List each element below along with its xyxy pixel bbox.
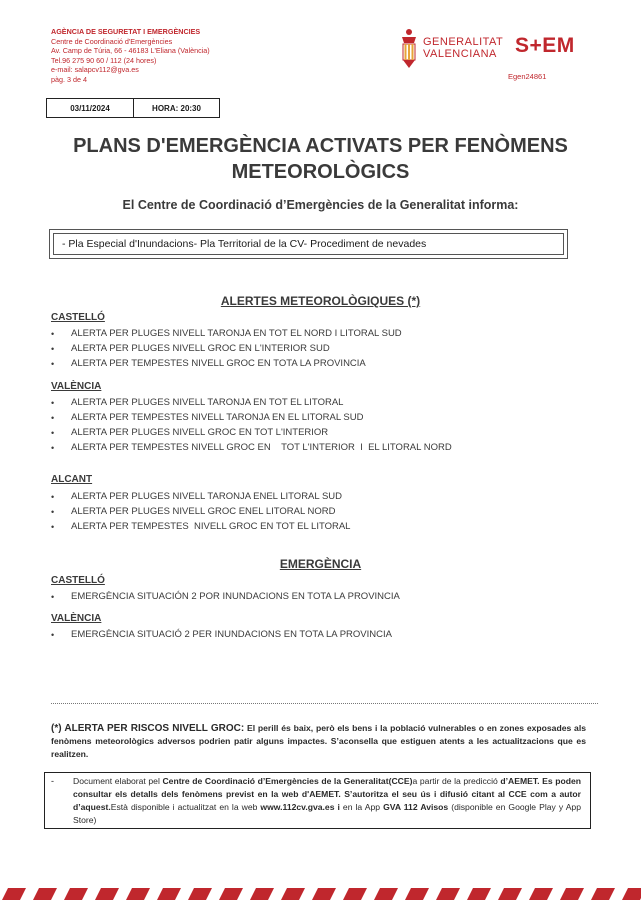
- list-item: • ALERTA PER TEMPESTES NIVELL GROC EN TOT EL LITORAL: [51, 521, 351, 532]
- list-item: • ALERTA PER TEMPESTES NIVELL TARONJA EN EL LITORAL SUD: [51, 412, 364, 423]
- page-title: [20, 133, 621, 185]
- footer-stripe: [188, 888, 212, 900]
- footer-stripe: [281, 888, 305, 900]
- castello-alert-list: [51, 326, 402, 371]
- region-castello: CASTELLÓ: [51, 312, 105, 323]
- dash-marker: -: [51, 776, 54, 786]
- bullet-icon: •: [51, 591, 55, 602]
- phone: Tel.96 275 90 60 / 112 (24 hores): [51, 55, 157, 65]
- valencia-emergency-list: [51, 627, 392, 642]
- agency-header: [51, 27, 210, 85]
- footer-stripe: [622, 888, 641, 900]
- bullet-icon: •: [51, 442, 55, 453]
- list-item: • ALERTA PER PLUGES NIVELL TARONJA EN TOT EL NORD I LITORAL SUD: [51, 328, 402, 339]
- footer-stripes: [0, 884, 641, 904]
- document-code: Egen24861: [508, 72, 547, 81]
- list-item: • EMERGÈNCIA SITUACIÓN 2 POR INUNDACIONS EN TOTA LA PROVINCIA: [51, 591, 400, 602]
- website-link[interactable]: www.112cv.gva.es i: [260, 802, 340, 812]
- date-value: 03/11/2024: [47, 99, 134, 117]
- alerts-section-title: ALERTES METEOROLÒGIQUES (*): [220, 294, 421, 308]
- yellow-alert-note: [51, 722, 586, 761]
- note-text: El perill és baix, però els bens i la població vulnerables o en zones exposades als fenòmens meteorològics adversos podrien patir alguns impactes. S’aconsella que estiguen atents a les actualitzacions que es realitzen.: [51, 723, 586, 759]
- logo-line2: VALENCIANA: [423, 48, 497, 60]
- footer-stripe: [467, 888, 491, 900]
- valencia-alert-list: [51, 395, 452, 455]
- date-time-box: [46, 98, 220, 118]
- castello-emergency-list: [51, 589, 400, 604]
- active-plans-text: - Pla Especial d'Inundacions- Pla Territorial de la CV- Procediment de nevades: [53, 233, 564, 255]
- footer-stripe: [219, 888, 243, 900]
- footer-stripe: [529, 888, 553, 900]
- list-item: • ALERTA PER PLUGES NIVELL GROC EN TOT L'INTERIOR: [51, 427, 329, 438]
- page-subtitle: El Centre de Coordinació d’Emergències de la Generalitat informa:: [122, 198, 519, 212]
- footer-stripe: [250, 888, 274, 900]
- bullet-icon: •: [51, 521, 55, 532]
- footer-stripe: [374, 888, 398, 900]
- bullet-icon: •: [51, 397, 55, 408]
- footer-stripe: [312, 888, 336, 900]
- page-title-line1: PLANS D'EMERGÈNCIA ACTIVATS PER FENÒMENS: [73, 135, 568, 157]
- page-title-line2: METEOROLÒGICS: [231, 161, 410, 183]
- region-valencia: VALÈNCIA: [51, 381, 102, 392]
- list-item: • EMERGÈNCIA SITUACIÓ 2 PER INUNDACIONS EN TOTA LA PROVINCIA: [51, 629, 392, 640]
- alacant-alert-list: [51, 489, 350, 534]
- active-plans-box: [49, 229, 568, 259]
- list-item: • ALERTA PER TEMPESTES NIVELL GROC EN TOTA LA PROVINCIA: [51, 358, 366, 369]
- document-info-text: Document elaborat pel Centre de Coordinació d’Emergències de la Generalitat(CCE)a partir de la predicció d’AEMET. Es poden consultar els detalls dels fenòmens previst en la web d'AEMET. S’autoritza el seu ús i difusió citant al CCE com a autor d’aquest.Està disponible i actualitzat en la web www.112cv.gva.es i en la App GVA 112 Avisos (disponible en Google Play y App Store): [73, 776, 582, 825]
- list-item: • ALERTA PER TEMPESTES NIVELL GROC EN TOT L'INTERIOR I EL LITORAL NORD: [51, 442, 452, 453]
- list-item: • ALERTA PER PLUGES NIVELL TARONJA EN TOT EL LITORAL: [51, 397, 344, 408]
- logo-line1: GENERALITAT: [423, 36, 504, 48]
- emergency-region-castello: CASTELLÓ: [51, 575, 105, 586]
- address: Av. Camp de Túria, 66 - 46183 L'Eliana (València): [51, 46, 210, 56]
- list-item: • ALERTA PER PLUGES NIVELL GROC ENEL LITORAL NORD: [51, 506, 336, 517]
- generalitat-logo-text: [423, 36, 503, 60]
- separator: [51, 703, 598, 704]
- generalitat-emblem-icon: [398, 28, 420, 70]
- footer-stripe: [2, 888, 26, 900]
- footer-stripe: [343, 888, 367, 900]
- bullet-icon: •: [51, 491, 55, 502]
- bullet-icon: •: [51, 328, 55, 339]
- footer-stripe: [64, 888, 88, 900]
- region-alacant: ALCANT: [51, 474, 93, 485]
- bullet-icon: •: [51, 343, 55, 354]
- emergency-section-title: EMERGÈNCIA: [279, 557, 362, 571]
- bullet-icon: •: [51, 427, 55, 438]
- footer-stripe: [157, 888, 181, 900]
- footer-stripe: [560, 888, 584, 900]
- footer-stripe: [498, 888, 522, 900]
- agency-name: AGÈNCIA DE SEGURETAT I EMERGÈNCIES: [51, 27, 201, 36]
- footer-stripe: [591, 888, 615, 900]
- page-number: pàg. 3 de 4: [51, 74, 87, 84]
- bullet-icon: •: [51, 412, 55, 423]
- bullet-icon: •: [51, 629, 55, 640]
- note-lead: (*) ALERTA PER RISCOS NIVELL GROC:: [51, 723, 245, 734]
- list-item: • ALERTA PER PLUGES NIVELL GROC EN L'INTERIOR SUD: [51, 343, 330, 354]
- list-item: • ALERTA PER PLUGES NIVELL TARONJA ENEL LITORAL SUD: [51, 491, 343, 502]
- bullet-icon: •: [51, 506, 55, 517]
- email: e-mail: salapcv112@gva.es: [51, 65, 139, 75]
- emergency-region-valencia: VALÈNCIA: [51, 613, 102, 624]
- footer-stripe: [126, 888, 150, 900]
- centre-name: Centre de Coordinació d'Emergències: [51, 36, 173, 46]
- document-info-box: [44, 772, 591, 829]
- time-value: HORA: 20:30: [152, 103, 201, 113]
- footer-stripe: [33, 888, 57, 900]
- bullet-icon: •: [51, 358, 55, 369]
- footer-stripe: [405, 888, 429, 900]
- sem-logo: S+EM: [515, 34, 575, 57]
- footer-stripe: [95, 888, 119, 900]
- footer-stripe: [436, 888, 460, 900]
